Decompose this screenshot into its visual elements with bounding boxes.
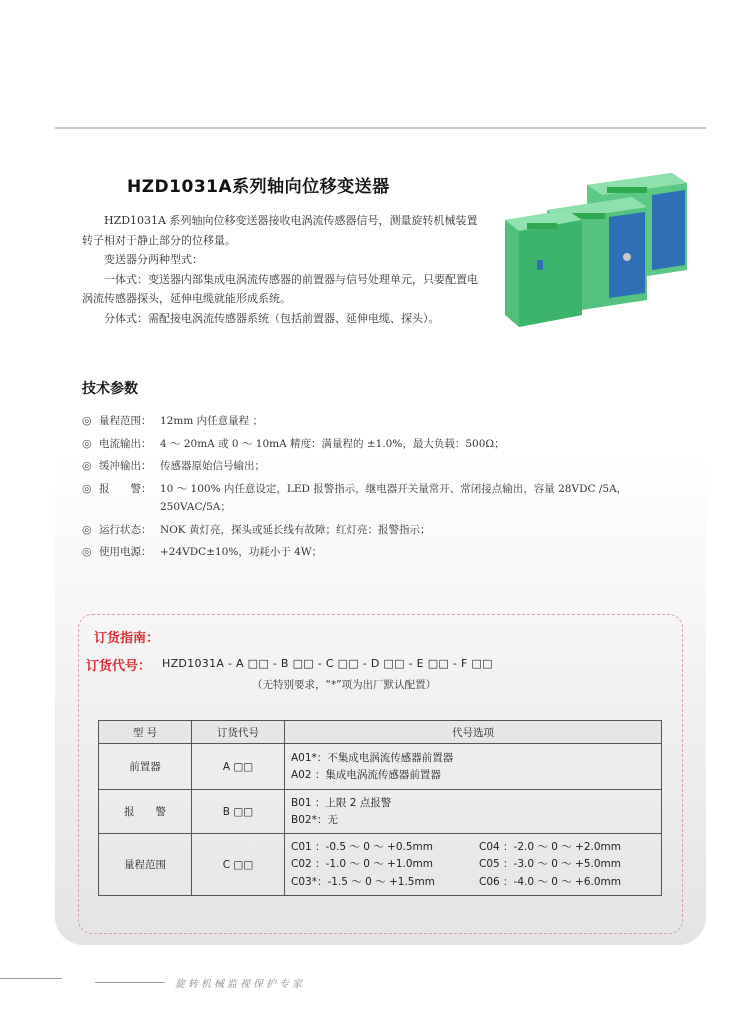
column-header: 订货代号 <box>192 721 285 744</box>
option-line: B01 ：上限 2 点报警 <box>291 796 392 809</box>
intro-paragraph-3: 一体式：变送器内部集成电涡流传感器的前置器与信号处理单元，只要配置电涡流传感器探头，延伸电缆就能形成系统。 <box>82 272 478 305</box>
option-line: B02*：无 <box>291 813 338 826</box>
option-line: A02 ：集成电涡流传感器前置器 <box>291 768 441 781</box>
model-cell: 报 警 <box>99 790 192 834</box>
intro-paragraph-1: HZD1031A 系列轴向位移变送器接收电涡流传感器信号，测量旋转机械装置转子相对于静止部分的位移量。 <box>82 214 478 247</box>
table-row <box>99 834 662 896</box>
footer-divider-left <box>0 978 62 979</box>
order-table <box>98 720 662 896</box>
spec-value: +24VDC±10%，功耗小于 4W； <box>160 546 323 558</box>
table-header-row <box>99 721 662 744</box>
code-cell: C □□ <box>192 834 285 896</box>
intro-paragraph-4: 分体式：需配接电涡流传感器系统（包括前置器、延伸电缆、探头）。 <box>104 311 440 325</box>
transmitter-module-front <box>505 210 582 327</box>
spec-value: NOK 黄灯亮，探头或延长线有故障；红灯亮：报警指示； <box>160 523 431 536</box>
order-guide-heading: 订货指南： <box>94 631 160 646</box>
column-header: 代号选项 <box>285 721 662 744</box>
spec-list <box>82 412 682 566</box>
circle-bullet-icon: ◎ <box>82 459 92 472</box>
model-cell: 量程范围 <box>99 834 192 896</box>
code-cell: A □□ <box>192 744 285 790</box>
spec-label: 量程范围： <box>99 415 152 427</box>
spec-value: 4 ～ 20mA 或 0 ～ 10mA 精度：满量程的 ±1.0%，最大负载：500Ω； <box>160 437 505 450</box>
spec-heading: 技术参数 <box>82 381 138 397</box>
order-note: （无特别要求，“*”项为出厂默认配置） <box>252 679 437 691</box>
spec-item <box>82 435 682 454</box>
page-title: HZD1031A系列轴向位移变送器 <box>127 177 390 197</box>
footer-slogan: 旋转机械监视保护专家 <box>175 979 305 990</box>
spec-value: 传感器原始信号输出； <box>160 460 265 472</box>
model-cell: 前置器 <box>99 744 192 790</box>
spec-item <box>82 543 682 562</box>
spec-label: 缓冲输出： <box>99 460 152 472</box>
option-line: A01*：不集成电涡流传感器前置器 <box>291 751 454 764</box>
order-code-value: HZD1031A - A □□ - B □□ - C □□ - D □□ - E □□ - F □□ <box>162 657 493 670</box>
spec-item <box>82 480 682 517</box>
options-cell <box>285 744 662 790</box>
options-cell <box>285 790 662 834</box>
spec-value: 12mm 内任意量程 ； <box>160 415 263 427</box>
options-cell <box>285 834 662 896</box>
option-line: C03*：-1.5 ～ 0 ～ +1.5mm <box>291 875 435 888</box>
option-line: C05 ：-3.0 ～ 0 ～ +5.0mm <box>479 858 622 871</box>
circle-bullet-icon: ◎ <box>82 522 92 536</box>
option-line: C04 ：-2.0 ～ 0 ～ +2.0mm <box>479 840 622 853</box>
circle-bullet-icon: ◎ <box>82 436 92 450</box>
footer-divider-right <box>95 982 165 983</box>
option-line: C01 ：-0.5 ～ 0 ～ +0.5mm <box>291 840 434 853</box>
code-cell: B □□ <box>192 790 285 834</box>
circle-bullet-icon: ◎ <box>82 414 92 427</box>
order-code-label: 订货代号： <box>86 659 152 674</box>
spec-label: 报 警： <box>99 482 152 495</box>
product-photo <box>497 165 707 335</box>
spec-label: 运行状态： <box>99 523 152 536</box>
intro-text <box>82 211 482 328</box>
spec-label: 电流输出： <box>99 437 152 450</box>
table-row <box>99 790 662 834</box>
spec-item <box>82 521 682 540</box>
spec-item <box>82 412 682 431</box>
circle-bullet-icon: ◎ <box>82 545 92 558</box>
option-line: C06 ：-4.0 ～ 0 ～ +6.0mm <box>479 875 622 888</box>
range-options <box>291 835 661 895</box>
column-header: 型 号 <box>99 721 192 744</box>
table-row <box>99 744 662 790</box>
intro-paragraph-2: 变送器分两种型式： <box>104 253 203 266</box>
top-divider <box>55 127 706 129</box>
spec-label: 使用电源： <box>99 546 152 558</box>
spec-value: 10 ～ 100% 内任意设定，LED 报警指示，继电器开关量常开、常闭接点输出，容量 28VDC /5A，250VAC/5A； <box>160 482 628 513</box>
circle-bullet-icon: ◎ <box>82 481 92 495</box>
option-line: C02 ：-1.0 ～ 0 ～ +1.0mm <box>291 858 434 871</box>
spec-item <box>82 457 682 476</box>
